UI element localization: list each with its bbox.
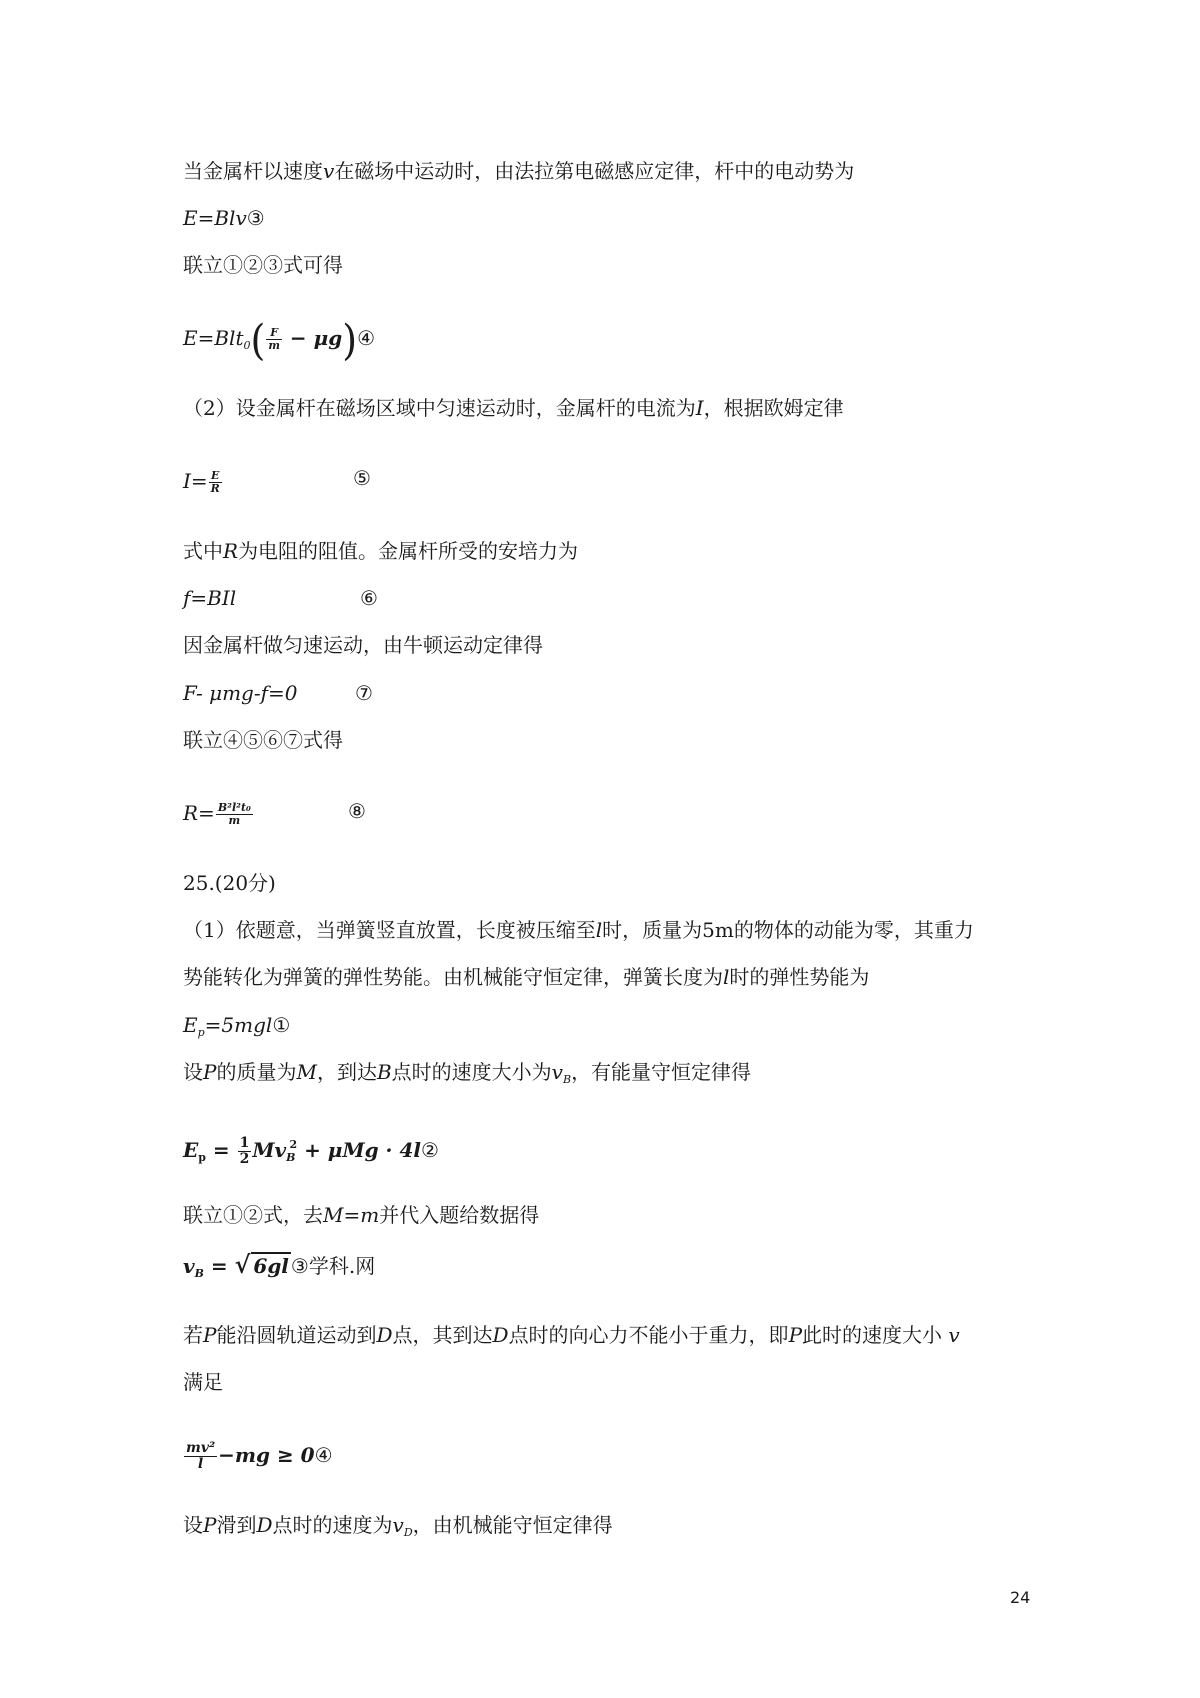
equation-lhs: I=	[183, 469, 208, 493]
fraction: $\frac{\text{B²l²t₀}}{m}$	[217, 801, 251, 827]
equation-number-8: ⑧	[348, 799, 366, 823]
equation-1	[183, 1010, 290, 1048]
equation-number-7: ⑦	[355, 681, 373, 705]
text-line-7	[183, 536, 578, 566]
symbol-P: P	[203, 1060, 217, 1084]
radicand: 6gl	[253, 1254, 289, 1278]
fraction: $\frac{E}{R}$	[210, 469, 220, 495]
symbol-I: I	[695, 396, 704, 420]
equation-number-6: ⑥	[360, 586, 378, 610]
text-line-1	[183, 156, 854, 186]
text: 当金属杆以速度	[183, 159, 323, 183]
equation-number: ④	[357, 326, 376, 350]
text-line-9: 因金属杆做匀速运动，由牛顿运动定律得	[183, 633, 543, 657]
equation-number: ①	[272, 1013, 291, 1037]
text-line-22: 满足	[183, 1370, 223, 1394]
text: 时的弹性势能为	[729, 965, 870, 989]
equation-7: F- μmg-f=0	[183, 681, 298, 705]
symbol-E: E	[183, 1013, 198, 1037]
text-line-19: 联立①②式，去M=m并代入题给数据得	[183, 1203, 540, 1227]
text: 时，质量为5m的物体的动能为零，其重力	[602, 918, 974, 942]
watermark-text: 学科.网	[308, 1254, 376, 1278]
text: 势能转化为弹簧的弹性势能。由机械能守恒定律，弹簧长度为	[183, 965, 723, 989]
symbol-v: v	[183, 1254, 195, 1278]
equation-tail: − μg	[282, 326, 343, 350]
fraction: $\frac{F}{m}$	[268, 326, 280, 352]
text-line-21: 若P能沿圆轨道运动到D点，其到达D点时的向心力不能小于重力，即P此时的速度大小 v	[183, 1323, 960, 1347]
symbol-l: l	[723, 965, 730, 989]
equation-number: ②	[420, 1138, 439, 1162]
equation-lhs: E=Blt	[183, 326, 244, 350]
text-line-14	[183, 915, 974, 945]
symbol-B: B	[376, 1060, 392, 1084]
equation-expr: E=Blv	[183, 206, 247, 230]
page-number: 24	[1010, 1588, 1031, 1607]
text-line-5	[183, 393, 844, 423]
equation-4	[183, 315, 376, 364]
equation-expr: =5mgl	[204, 1013, 273, 1037]
subscript: p	[197, 1026, 205, 1039]
text-line-11: 联立④⑤⑥⑦式得	[183, 728, 343, 752]
equation-3	[183, 203, 265, 233]
equation-number: ③	[246, 206, 265, 230]
symbol-l: l	[595, 918, 603, 942]
text: 为电阻的阻值。金属杆所受的安培力为	[238, 539, 579, 563]
equation-number: ③	[290, 1254, 309, 1278]
section-heading-25: 25.(20分)	[183, 871, 276, 895]
equation-number-5: ⑤	[353, 466, 371, 490]
symbol-R: R	[223, 539, 239, 563]
equation-4b: $\frac{\text{mv²}}{l}$ −mg ≥ 0④	[186, 1440, 333, 1472]
text: 在磁场中运动时，由法拉第电磁感应定律，杆中的电动势为	[334, 159, 855, 183]
text-line-24: 设P滑到D点时的速度为$v_D$，由机械能守恒定律得	[183, 1513, 613, 1539]
fraction-half: $\frac{1}{2}$	[239, 1135, 250, 1167]
text-line-3: 联立①②③式可得	[183, 253, 343, 277]
text: ，根据欧姆定律	[703, 396, 844, 420]
equation-3b: $v_B$ = √ 6gl ③学科.网	[183, 1250, 376, 1280]
text: （2）设金属杆在磁场区域中匀速运动时，金属杆的电流为	[183, 396, 696, 420]
left-paren: (	[250, 315, 266, 364]
symbol-v: v	[323, 159, 335, 183]
equation-5	[183, 466, 223, 496]
equation-2: $E_p$ = $\frac{1}{2}$ $Mv_B^2 + \mu Mg$ · 4l②	[183, 1135, 439, 1167]
fraction: $\frac{\text{mv²}}{l}$	[186, 1440, 216, 1472]
radical-sign: √	[234, 1250, 251, 1279]
text: （1）依题意，当弹簧竖直放置，长度被压缩至	[183, 918, 596, 942]
text-line-15	[183, 962, 869, 992]
equation-inline: M=m	[323, 1203, 380, 1227]
equation-lhs: R=	[183, 801, 215, 825]
symbol-E: E	[183, 1138, 199, 1162]
text-line-17: 设P的质量为M，到达B点时的速度大小为$v_B$，有能量守恒定律得	[183, 1060, 752, 1086]
right-paren: )	[342, 315, 358, 364]
symbol-v: v	[551, 1060, 563, 1084]
equation-number: ④	[314, 1443, 333, 1467]
equation-8	[183, 798, 254, 828]
subscript: 0	[243, 339, 251, 352]
equation-6: f=BIl	[183, 586, 237, 610]
symbol-M: M	[296, 1060, 317, 1084]
text: 式中	[183, 539, 223, 563]
